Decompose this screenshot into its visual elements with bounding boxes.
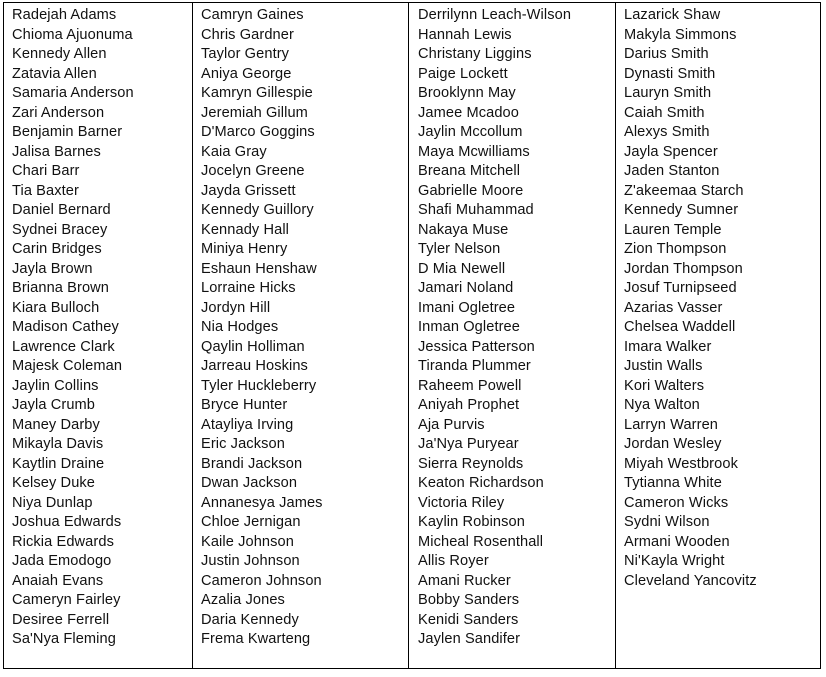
name-entry: Zatavia Allen (12, 65, 97, 82)
name-entry: Kelsey Duke (12, 475, 96, 491)
name-entry: Sydnei Bracey (12, 221, 108, 238)
name-entry: Darius Smith (624, 46, 709, 62)
name-entry: Brooklynn May (418, 85, 516, 101)
name-entry: Annanesya James (201, 494, 323, 511)
name-entry: Jordan Thompson (624, 260, 743, 277)
name-entry: Jarreau Hoskins (201, 358, 308, 374)
name-entry: Miniya Henry (201, 241, 288, 257)
name-entry: Chari Barr (12, 163, 80, 179)
name-entry: Imani Ogletree (418, 299, 516, 316)
name-entry: Qaylin Holliman (201, 338, 305, 355)
name-entry: Jessica Patterson (418, 338, 535, 355)
name-entry: Radejah Adams (12, 7, 117, 23)
name-entry: Kennady Hall (201, 221, 290, 238)
name-entry: Micheal Rosenthall (418, 533, 544, 550)
name-entry: Joshua Edwards (12, 514, 122, 530)
name-entry: Z'akeemaa Starch (624, 182, 744, 199)
name-entry: Rickia Edwards (12, 533, 114, 550)
names-column-2 (192, 3, 408, 668)
names-column-1 (4, 3, 192, 668)
name-entry: Miyah Westbrook (624, 455, 738, 472)
name-entry: Brandi Jackson (201, 455, 303, 472)
name-entry: Ja'Nya Puryear (418, 436, 519, 452)
name-entry: Amani Rucker (418, 572, 511, 589)
name-entry: Jayla Spencer (624, 143, 718, 160)
name-entry: Frema Kwarteng (201, 631, 311, 647)
name-entry: Chelsea Waddell (624, 319, 736, 335)
name-entry: Chloe Jernigan (201, 514, 301, 530)
name-entry: Raheem Powell (418, 377, 522, 394)
name-entry: Tia Baxter (12, 182, 79, 199)
name-entry: Jamari Noland (418, 280, 514, 296)
name-entry: Keaton Richardson (418, 475, 544, 491)
name-entry: Cameron Wicks (624, 494, 729, 511)
name-entry: Lawrence Clark (12, 338, 115, 355)
name-entry: Shafi Muhammad (418, 202, 534, 218)
name-entry: Zion Thompson (624, 241, 727, 257)
name-entry: Tytianna White (624, 475, 722, 491)
name-entry: Kennedy Guillory (201, 202, 314, 218)
name-entry: Jalisa Barnes (12, 143, 101, 160)
name-entry: Zari Anderson (12, 104, 105, 121)
name-entry: Chris Gardner (201, 26, 294, 43)
name-entry: Ni'Kayla Wright (624, 553, 725, 569)
name-entry: Daniel Bernard (12, 202, 111, 218)
name-entry: Hannah Lewis (418, 26, 512, 43)
name-entry: Eshaun Henshaw (201, 260, 317, 277)
name-entry: Sydni Wilson (624, 514, 710, 530)
name-entry: D Mia Newell (418, 260, 506, 277)
name-entry: Sierra Reynolds (418, 455, 524, 472)
name-entry: Bobby Sanders (418, 592, 520, 608)
name-entry: Madison Cathey (12, 319, 119, 335)
name-entry: Tyler Nelson (418, 241, 501, 257)
name-entry: Azalia Jones (201, 592, 285, 608)
name-entry: Gabrielle Moore (418, 182, 524, 199)
names-table (3, 2, 821, 669)
name-entry: Justin Johnson (201, 553, 300, 569)
name-entry: Kiara Bulloch (12, 299, 100, 316)
name-entry: Jaylen Sandifer (418, 631, 521, 647)
name-entry: Aniya George (201, 65, 292, 82)
name-entry: Lauryn Smith (624, 85, 712, 101)
name-entry: Aja Purvis (418, 416, 485, 433)
name-entry: Dynasti Smith (624, 65, 716, 82)
name-entry: Daria Kennedy (201, 611, 299, 628)
name-entry: Cameron Johnson (201, 572, 322, 589)
name-entry: Jaylin Mccollum (418, 124, 523, 140)
name-entry: Armani Wooden (624, 533, 730, 550)
name-entry: Josuf Turnipseed (624, 280, 737, 296)
name-entry: Tyler Huckleberry (201, 377, 317, 394)
name-entry: Taylor Gentry (201, 46, 290, 62)
name-entry: Larryn Warren (624, 416, 719, 433)
name-entry: Paige Lockett (418, 65, 508, 82)
name-entry: Aniyah Prophet (418, 397, 520, 413)
name-entry: Tiranda Plummer (418, 358, 531, 374)
name-entry: Nakaya Muse (418, 221, 509, 238)
name-entry: Dwan Jackson (201, 475, 298, 491)
name-entry: Kaia Gray (201, 143, 267, 160)
name-entry: Bryce Hunter (201, 397, 288, 413)
name-entry: Breana Mitchell (418, 163, 521, 179)
name-entry: Jaylin Collins (12, 377, 99, 394)
name-entry: Jocelyn Greene (201, 163, 305, 179)
name-entry: Caiah Smith (624, 104, 705, 121)
name-entry: Makyla Simmons (624, 26, 737, 43)
name-entry: Kaile Johnson (201, 533, 294, 550)
names-column-4 (615, 3, 820, 668)
name-entry: Maya Mcwilliams (418, 143, 530, 160)
name-entry: Camryn Gaines (201, 7, 304, 23)
names-column-3 (408, 3, 615, 668)
name-entry: Jayla Crumb (12, 397, 96, 413)
name-entry: Alexys Smith (624, 124, 710, 140)
name-entry: Kaylin Robinson (418, 514, 525, 530)
name-entry: Kamryn Gillespie (201, 85, 313, 101)
name-entry: Cleveland Yancovitz (624, 572, 757, 589)
name-entry: Eric Jackson (201, 436, 285, 452)
name-entry: Jordyn Hill (201, 299, 271, 316)
name-entry: Nya Walton (624, 397, 700, 413)
name-entry: Cameryn Fairley (12, 592, 121, 608)
name-entry: Jordan Wesley (624, 436, 722, 452)
name-entry: Allis Royer (418, 553, 489, 569)
name-entry: Lazarick Shaw (624, 7, 721, 23)
name-entry: Jayla Brown (12, 260, 93, 277)
name-entry: Jamee Mcadoo (418, 104, 519, 121)
name-entry: Jaden Stanton (624, 163, 720, 179)
name-entry: Jayda Grissett (201, 182, 296, 199)
name-entry: Azarias Vasser (624, 299, 723, 316)
name-entry: Lauren Temple (624, 221, 722, 238)
name-entry: Victoria Riley (418, 494, 505, 511)
name-entry: Kenidi Sanders (418, 611, 519, 628)
name-entry: Maney Darby (12, 416, 100, 433)
name-entry: Inman Ogletree (418, 319, 520, 335)
name-entry: Kennedy Allen (12, 46, 107, 62)
name-entry: Kori Walters (624, 377, 705, 394)
name-entry: Brianna Brown (12, 280, 110, 296)
name-entry: Atayliya Irving (201, 416, 294, 433)
name-entry: D'Marco Goggins (201, 124, 315, 140)
name-entry: Desiree Ferrell (12, 611, 110, 628)
name-entry: Lorraine Hicks (201, 280, 296, 296)
name-entry: Imara Walker (624, 338, 712, 355)
name-entry: Majesk Coleman (12, 358, 123, 374)
name-entry: Kaytlin Draine (12, 455, 105, 472)
name-entry: Justin Walls (624, 358, 703, 374)
name-entry: Jeremiah Gillum (201, 104, 308, 121)
name-entry: Kennedy Sumner (624, 202, 739, 218)
name-entry: Anaiah Evans (12, 572, 104, 589)
name-entry: Nia Hodges (201, 319, 279, 335)
name-entry: Derrilynn Leach-Wilson (418, 7, 572, 23)
name-entry: Carin Bridges (12, 241, 102, 257)
name-entry: Mikayla Davis (12, 436, 104, 452)
name-entry: Samaria Anderson (12, 85, 134, 101)
name-entry: Sa'Nya Fleming (12, 631, 116, 647)
name-entry: Chioma Ajuonuma (12, 26, 133, 43)
name-entry: Benjamin Barner (12, 124, 123, 140)
name-entry: Christany Liggins (418, 46, 532, 62)
name-entry: Niya Dunlap (12, 494, 93, 511)
name-entry: Jada Emodogo (12, 553, 112, 569)
